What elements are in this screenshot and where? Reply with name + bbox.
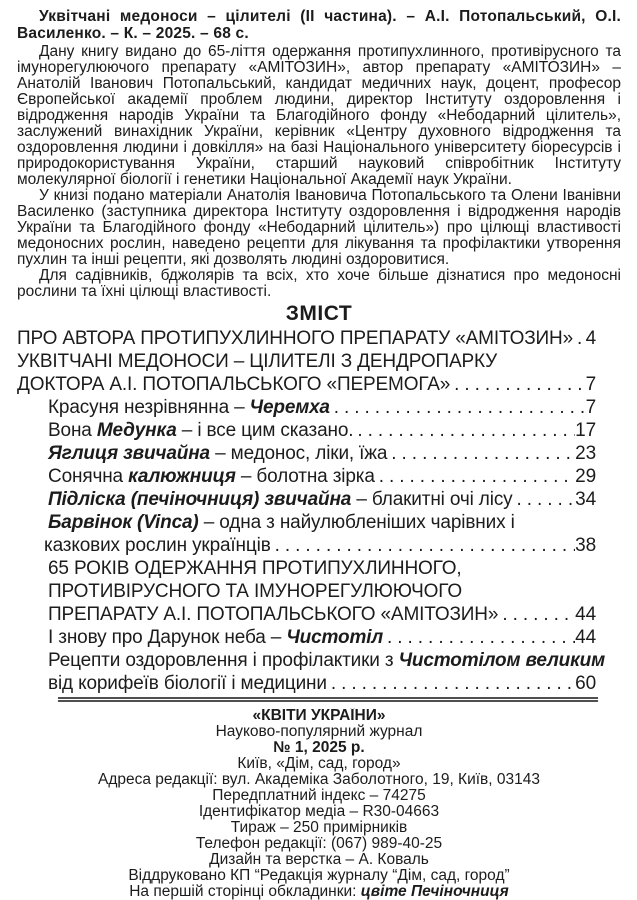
text-segment: ПРОТИВІРУСНОГО ТА ІМУНОРЕГУЛЮЮЧОГО xyxy=(48,581,462,602)
toc-dot-leader xyxy=(513,488,576,511)
text-segment: «КВІТИ УКРАЇНИ» xyxy=(252,708,386,724)
text-segment: Медунка xyxy=(96,420,177,441)
toc-entry-label xyxy=(48,672,327,695)
text-segment: Сонячна xyxy=(48,466,129,487)
toc-row xyxy=(48,488,596,511)
toc-page-number: 60 xyxy=(575,673,596,694)
text-segment: На першій сторінці обкладинки: xyxy=(129,884,361,900)
footer-line xyxy=(17,852,621,868)
toc-entry-label xyxy=(48,603,498,626)
toc-entry-label xyxy=(48,396,330,419)
toc-entry-label xyxy=(44,534,271,557)
text-segment: Вона xyxy=(48,420,97,441)
footer-line xyxy=(17,788,621,804)
toc-row xyxy=(44,534,596,557)
toc-row xyxy=(48,396,596,419)
toc-dot-leader xyxy=(271,534,576,557)
text-segment: калюжниця xyxy=(128,466,236,487)
toc-dot-leader xyxy=(375,465,575,488)
toc-row xyxy=(48,649,605,672)
text-segment: – болотна зірка xyxy=(235,466,375,487)
toc-row xyxy=(48,419,596,442)
text-segment: Підліска (печіночниця) звичайна xyxy=(48,489,352,510)
annotation-paragraph-1: Дану книгу видано до 65-ліття одержання протипухлинного, противірусного та імунорегулюючого препарату «АМІТОЗИН», автор препарату «АМІТОЗИН» – Анатолій Іванович Потопальський, кандидат медичних наук, доцент, професор Європейської академії проблем людини, директор Інституту оздоровлення і відродження народів України та Благодійного фонду «Небодарний цілитель», заслужений винахідник України, керівник «Центру духовного відродження та оздоровлення людини і довкілля» на базі Національного університету біоресурсів і природокористування України, старший науковий співробітник Інституту молекулярної біології і генетики Національної Академії наук України. xyxy=(17,44,621,188)
text-segment: Ідентифікатор медіа – R30-04663 xyxy=(198,804,440,820)
toc-dot-leader xyxy=(450,373,585,396)
toc-row xyxy=(48,672,596,695)
toc-dot-leader xyxy=(573,327,586,350)
annotation-paragraph-2: У книзі подано матеріали Анатолія Івановича Потопальського та Олени Іванівни Василенко (заступника директора Інституту оздоровлення і відродження народів України та Благодійного фонду «Небодарний цілитель») про цілющі властивості медоносних рослин, наведено рецепти для лікування та профілактики утворення пухлин та інші рецепти, які дозволять людині оздоровитися. xyxy=(17,187,621,268)
text-segment: Рецепти оздоровлення і профілактики з xyxy=(48,650,399,671)
toc-row xyxy=(48,511,596,534)
toc-row xyxy=(48,580,596,603)
toc-entry-label xyxy=(48,488,513,511)
toc-page-number: 23 xyxy=(575,443,596,464)
footer-line xyxy=(17,868,621,884)
text-segment: Красуня незрівнянна – xyxy=(48,397,250,418)
text-segment: Барвінок (Vinca) xyxy=(48,512,199,533)
text-segment: – і все цим сказано. xyxy=(176,420,354,441)
toc-dot-leader xyxy=(327,672,575,695)
double-rule-divider xyxy=(58,697,598,702)
toc-list xyxy=(17,327,621,695)
text-segment: Черемха xyxy=(249,397,330,418)
toc-row xyxy=(17,350,596,373)
text-segment: Тираж – 250 примірників xyxy=(230,820,408,836)
toc-page-number: 7 xyxy=(585,374,596,395)
toc-page-number: 44 xyxy=(575,627,596,648)
annotation-block xyxy=(17,44,621,300)
toc-entry-label xyxy=(17,350,497,373)
text-segment: Чистотіл xyxy=(286,627,384,648)
text-segment: № 1, 2025 р. xyxy=(273,740,365,756)
toc-row xyxy=(17,373,596,396)
toc-entry-label xyxy=(48,465,375,488)
text-segment: Дизайн та верстка – А. Коваль xyxy=(209,852,429,868)
footer-line xyxy=(17,772,621,788)
text-segment: ПРЕПАРАТУ А.І. ПОТОПАЛЬСЬКОГО «АМІТОЗИН» xyxy=(48,604,499,625)
toc-dot-leader xyxy=(330,396,586,419)
text-segment: УКВІТЧАНІ МЕДОНОСИ – ЦІЛИТЕЛІ З ДЕНДРОПАРКУ xyxy=(17,351,498,372)
text-segment: Адреса редакції: вул. Академіка Заболотного, 19, Київ, 03143 xyxy=(98,772,540,788)
toc-page-number: 4 xyxy=(585,328,596,349)
text-segment: цвіте Печіночниця xyxy=(360,884,509,900)
text-segment: від корифеїв біології і медицини xyxy=(48,673,327,694)
text-segment: 65 РОКІВ ОДЕРЖАННЯ ПРОТИПУХЛИННОГО, xyxy=(48,558,462,579)
toc-entry-label xyxy=(48,649,605,672)
footer-line xyxy=(17,804,621,820)
text-segment: – блакитні очі лісу xyxy=(351,489,513,510)
toc-row xyxy=(17,327,596,350)
toc-entry-label xyxy=(48,557,462,580)
text-segment: Телефон редакції: (067) 989-40-25 xyxy=(195,836,443,852)
footer-line xyxy=(17,724,621,740)
toc-row xyxy=(48,626,596,649)
toc-row xyxy=(48,465,596,488)
toc-page-number: 7 xyxy=(585,397,596,418)
toc-entry-label xyxy=(17,373,450,396)
bibliographic-citation: Уквітчані медоноси – цілителі (ІІ частина). – А.І. Потопальський, О.І. Василенко. – К. – 2025. – 68 с. xyxy=(17,8,621,42)
toc-entry-label xyxy=(17,327,573,350)
footer-line xyxy=(17,740,621,756)
text-segment: Передплатний індекс – 74275 xyxy=(212,788,426,804)
text-segment: казкових рослин українців xyxy=(44,535,271,556)
toc-entry-label xyxy=(48,626,383,649)
toc-page-number: 38 xyxy=(575,535,596,556)
toc-page-number: 44 xyxy=(575,604,596,625)
annotation-paragraph-3: Для садівників, бджолярів та всіх, хто хоче більше дізнатися про медоносні рослини та їхні цілющі властивості. xyxy=(17,267,621,300)
toc-dot-leader xyxy=(353,419,575,442)
toc-page-number: 34 xyxy=(575,489,596,510)
toc-dot-leader xyxy=(387,442,575,465)
toc-row xyxy=(48,557,596,580)
toc-page-number: 17 xyxy=(575,420,596,441)
toc-page-number: 29 xyxy=(575,466,596,487)
text-segment: ПРО АВТОРА ПРОТИПУХЛИННОГО ПРЕПАРАТУ «АМІТОЗИН» xyxy=(17,328,574,349)
text-segment: Яглиця звичайна xyxy=(48,443,210,464)
toc-entry-label xyxy=(48,580,462,603)
imprint-footer xyxy=(17,708,621,900)
text-segment: Чистотілом великим xyxy=(398,650,605,671)
text-segment: ДОКТОРА А.І. ПОТОПАЛЬСЬКОГО «ПЕРЕМОГА» xyxy=(17,374,451,395)
footer-line xyxy=(17,884,621,900)
text-segment: – медонос, ліки, їжа xyxy=(209,443,388,464)
text-segment: Київ, «Дім, сад, город» xyxy=(237,756,401,772)
toc-row xyxy=(48,442,596,465)
toc-entry-label xyxy=(48,511,515,534)
toc-title: ЗМІСТ xyxy=(285,302,353,325)
toc-dot-leader xyxy=(498,603,575,626)
footer-line xyxy=(17,820,621,836)
footer-line xyxy=(17,756,621,772)
text-segment: Віддруковано КП “Редакція журналу “Дім, сад, город” xyxy=(128,868,510,884)
footer-line xyxy=(17,708,621,724)
text-segment: Науково-популярний журнал xyxy=(215,724,423,740)
toc-entry-label xyxy=(48,419,353,442)
toc-dot-leader xyxy=(383,626,575,649)
text-segment: І знову про Дарунок неба – xyxy=(48,627,287,648)
toc-row xyxy=(48,603,596,626)
text-segment: – одна з найулюбленіших чарівних і xyxy=(198,512,515,533)
footer-line xyxy=(17,836,621,852)
toc-entry-label xyxy=(48,442,387,465)
